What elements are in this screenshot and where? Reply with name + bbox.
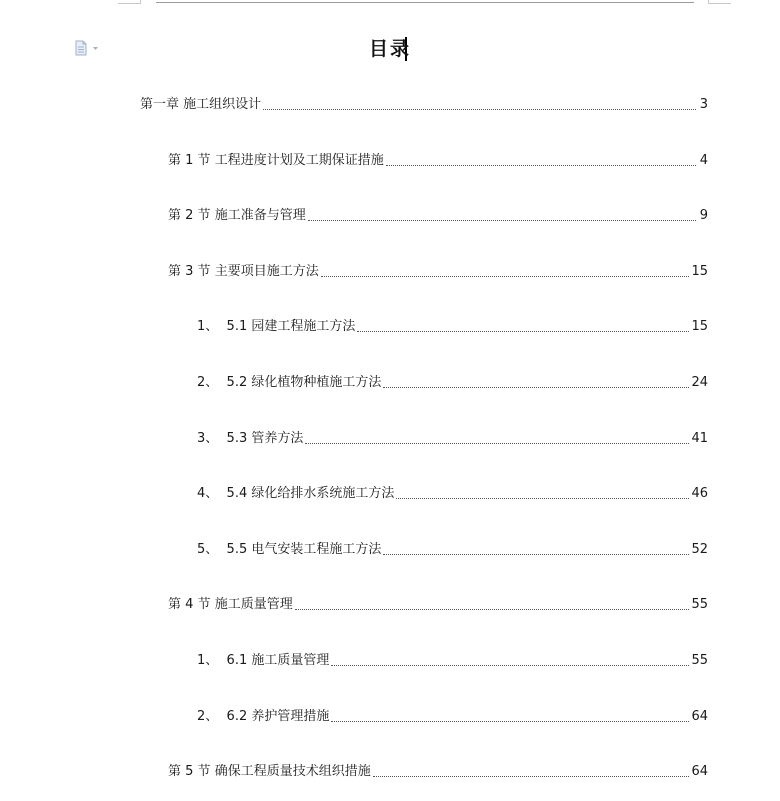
toc-entry-text: 确保工程质量技术组织措施 [214, 764, 371, 779]
toc-entry-text: 6.1 施工质量管理 [226, 653, 330, 668]
toc-entry-subsection-6-1[interactable] [197, 651, 708, 671]
toc-entry-page: 46 [691, 486, 708, 501]
toc-entry-section-4[interactable] [168, 595, 708, 615]
toc-entry-page: 3 [699, 97, 708, 112]
toc-entry-text: 施工质量管理 [214, 597, 293, 612]
toc-leader-dots [383, 387, 689, 388]
toc-entry-subsection-5-1[interactable] [197, 317, 708, 337]
toc-entry-text: 5.1 园建工程施工方法 [226, 319, 356, 334]
toc-entry-number: 1、 [197, 319, 219, 334]
toc-entry-number: 3、 [197, 431, 219, 446]
toc-entry-page: 24 [691, 375, 708, 390]
toc-entry-page: 15 [691, 319, 708, 334]
toc-entry-section-3[interactable] [168, 262, 708, 282]
toc-entry-section-5[interactable] [168, 762, 708, 782]
toc-entry-page: 41 [691, 431, 708, 446]
toc-entry-page: 55 [691, 653, 708, 668]
toc-entry-text: 5.2 绿化植物种植施工方法 [226, 375, 382, 390]
toc-leader-dots [331, 721, 689, 722]
toc-entry-subsection-5-5[interactable] [197, 540, 708, 560]
toc-entry-text: 工程进度计划及工期保证措施 [214, 153, 384, 168]
toc-entry-text: 5.5 电气安装工程施工方法 [226, 542, 382, 557]
toc-entry-text: 主要项目施工方法 [214, 264, 319, 279]
toc-leader-dots [396, 498, 689, 499]
toc-entry-page: 64 [691, 764, 708, 779]
toc-leader-dots [263, 109, 696, 110]
toc-entry-gap [218, 317, 226, 337]
toc-entry-gap [218, 484, 226, 504]
toc-entry-gap [218, 651, 226, 671]
toc-leader-dots [305, 443, 689, 444]
toc-entry-page: 64 [691, 709, 708, 724]
toc-title: 目录 [368, 38, 411, 60]
toc-leader-dots [357, 331, 689, 332]
toc-entry-gap [218, 373, 226, 393]
toc-entry-gap [218, 707, 226, 727]
toc-entry-text: 施工组织设计 [183, 97, 262, 112]
toc-entry-chapter-1[interactable] [140, 95, 708, 115]
toc-entry-gap [218, 540, 226, 560]
toc-entry-number: 第 5 节 [168, 764, 211, 779]
toc-leader-dots [386, 165, 696, 166]
toc-entry-number: 4、 [197, 486, 219, 501]
toc-entry-text: 6.2 养护管理措施 [226, 709, 330, 724]
toc-entry-number: 第 3 节 [168, 264, 211, 279]
toc-entry-page: 9 [699, 208, 708, 223]
toc-entry-subsection-5-4[interactable] [197, 484, 708, 504]
toc-entry-number: 2、 [197, 709, 219, 724]
toc-leader-dots [321, 276, 690, 277]
toc-entry-text: 5.3 管养方法 [226, 431, 304, 446]
toc-entry-number: 第 1 节 [168, 153, 211, 168]
toc-entry-number: 1、 [197, 653, 219, 668]
toc-leader-dots [373, 776, 690, 777]
toc-entry-page: 4 [699, 153, 708, 168]
toc-entry-subsection-5-3[interactable] [197, 429, 708, 449]
toc-leader-dots [295, 609, 690, 610]
toc-entry-number: 第 2 节 [168, 208, 211, 223]
toc-entry-subsection-6-2[interactable] [197, 707, 708, 727]
toc-entry-text: 施工准备与管理 [214, 208, 306, 223]
toc-entry-number: 第 4 节 [168, 597, 211, 612]
toc-entry-text: 5.4 绿化给排水系统施工方法 [226, 486, 395, 501]
toc-entry-number: 5、 [197, 542, 219, 557]
toc-leader-dots [331, 665, 689, 666]
toc-entry-page: 52 [691, 542, 708, 557]
toc-entry-number: 2、 [197, 375, 219, 390]
toc-entry-gap [218, 429, 226, 449]
toc-entry-subsection-5-2[interactable] [197, 373, 708, 393]
toc-entry-section-2[interactable] [168, 206, 708, 226]
toc-entry-page: 55 [691, 597, 708, 612]
toc-leader-dots [383, 554, 689, 555]
toc-entry-page: 15 [691, 264, 708, 279]
toc-leader-dots [308, 220, 696, 221]
toc-entry-section-1[interactable] [168, 151, 708, 171]
toc-entry-number: 第一章 [140, 97, 180, 112]
